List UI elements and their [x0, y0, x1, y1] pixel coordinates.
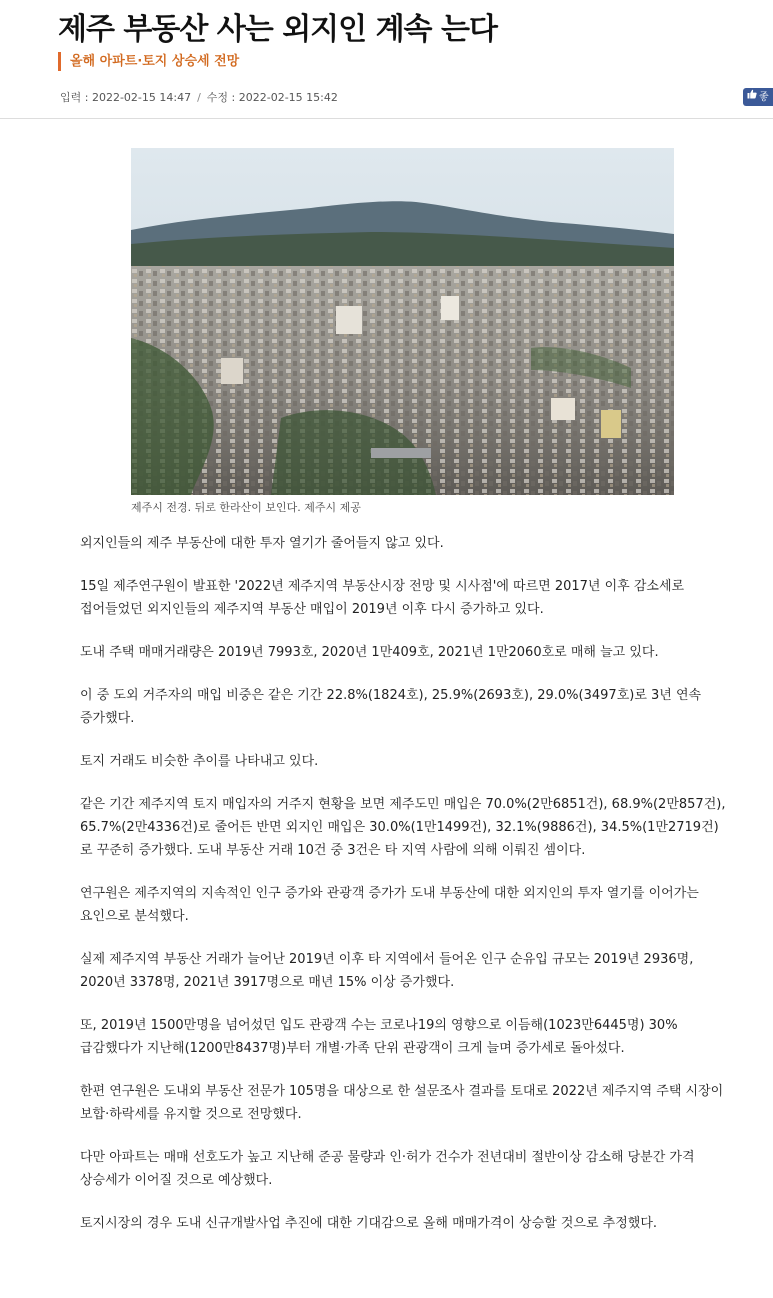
- article-paragraph: 같은 기간 제주지역 토지 매입자의 거주지 현황을 보면 제주도민 매입은 70.0%(2만6851건), 68.9%(2만857건), 65.7%(2만4336건)로 줄어든 반면 외지인 매입은 30.0%(1만1499건), 32.1%(9886건), 34.5%(1만2719건)로 꾸준히 증가했다. 도내 부동산 거래 10건 중 3건은 타 지역 사람에 의해 이뤄진 셈이다.: [80, 797, 726, 858]
- article-body: [80, 532, 730, 1255]
- photo-caption: 제주시 전경. 뒤로 한라산이 보인다. 제주시 제공: [131, 501, 361, 514]
- article-paragraph: 도내 주택 매매거래량은 2019년 7993호, 2020년 1만409호, 2021년 1만2060호로 매해 늘고 있다.: [80, 645, 659, 660]
- article-paragraph: 실제 제주지역 부동산 거래가 늘어난 2019년 이후 타 지역에서 들어온 인구 순유입 규모는 2019년 2936명, 2020년 3378명, 2021년 3917명으로 매년 15% 이상 증가했다.: [80, 952, 694, 990]
- article-paragraph: 한편 연구원은 도내외 부동산 전문가 105명을 대상으로 한 설문조사 결과를 토대로 2022년 제주지역 주택 시장이 보합·하락세를 유지할 것으로 전망했다.: [80, 1084, 724, 1122]
- article-paragraph: 이 중 도외 거주자의 매입 비중은 같은 기간 22.8%(1824호), 25.9%(2693호), 29.0%(3497호)로 3년 연속 증가했다.: [80, 688, 702, 726]
- edit-timestamp: 수정 : 2022-02-15 15:42: [206, 91, 338, 104]
- article-headline: 제주 부동산 사는 외지인 계속 는다: [58, 12, 497, 47]
- timestamp-separator: /: [197, 91, 201, 104]
- input-timestamp: 입력 : 2022-02-15 14:47: [60, 91, 192, 104]
- article-timestamps: [60, 89, 338, 105]
- article-paragraph: 15일 제주연구원이 발표한 '2022년 제주지역 부동산시장 전망 및 시사점'에 따르면 2017년 이후 감소세로 접어들었던 외지인들의 제주지역 부동산 매입이 2019년 이후 다시 증가하고 있다.: [80, 579, 685, 617]
- header-divider: [0, 118, 773, 119]
- thumbs-up-icon: [747, 88, 757, 106]
- article-photo-jeju-city: [131, 148, 674, 495]
- article-paragraph: 외지인들의 제주 부동산에 대한 투자 열기가 줄어들지 않고 있다.: [80, 536, 444, 551]
- article-paragraph: 또, 2019년 1500만명을 넘어섰던 입도 관광객 수는 코로나19의 영향으로 이듬해(1023만6445명) 30% 급감했다가 지난해(1200만8437명)부터 개별·가족 단위 관광객이 크게 늘며 증가세로 돌아섰다.: [80, 1018, 678, 1056]
- article-paragraph: 다만 아파트는 매매 선호도가 높고 지난해 준공 물량과 인·허가 건수가 전년대비 절반이상 감소해 당분간 가격 상승세가 이어질 것으로 예상했다.: [80, 1150, 695, 1188]
- facebook-like-button[interactable]: [743, 88, 773, 106]
- article-subheadline: 올해 아파트·토지 상승세 전망: [58, 52, 239, 71]
- article-paragraph: 토지 거래도 비슷한 추이를 나타내고 있다.: [80, 754, 319, 769]
- article-paragraph: 토지시장의 경우 도내 신규개발사업 추진에 대한 기대감으로 올해 매매가격이 상승할 것으로 추정했다.: [80, 1216, 658, 1231]
- article-paragraph: 연구원은 제주지역의 지속적인 인구 증가와 관광객 증가가 도내 부동산에 대한 외지인의 투자 열기를 이어가는 요인으로 분석했다.: [80, 886, 699, 924]
- facebook-like-label: 좋: [759, 92, 769, 103]
- section-crumb-fragment: [60, 0, 140, 3]
